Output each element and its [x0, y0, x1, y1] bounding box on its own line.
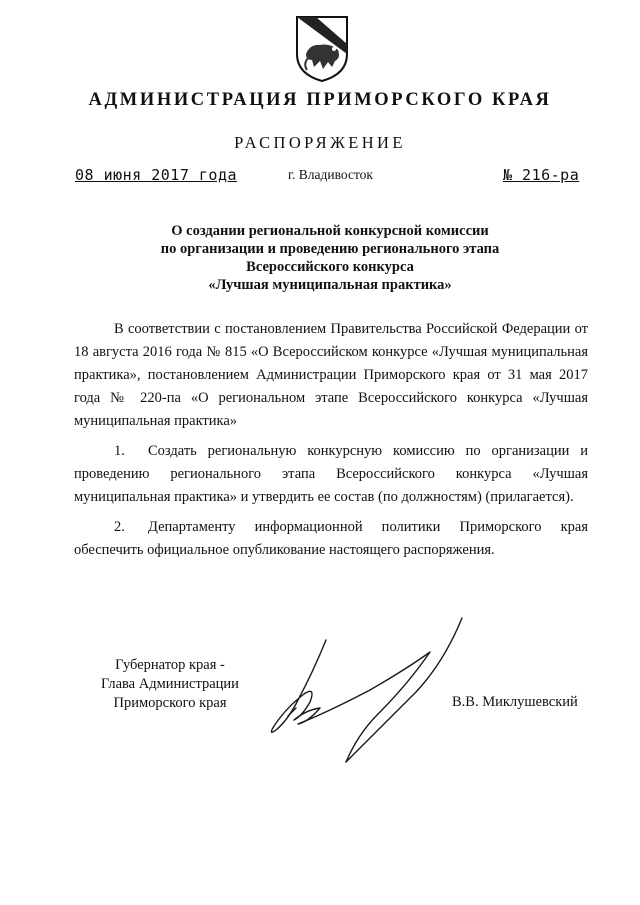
document-date: 08 июня 2017 года — [75, 166, 238, 184]
position-line: Приморского края — [113, 695, 227, 711]
preamble-paragraph: В соответствии с постановлением Правительства Российской Федерации от 18 августа 2016 года № 815 «О Всероссийском конкурсе «Лучшая муниципальная практика», постановлением Администрации Приморского края от 31 мая 2017 года № 220-па «О региональном этапе Всероссийского конкурса «Лучшая муниципальная практика» — [74, 321, 588, 429]
order-item — [74, 516, 588, 562]
order-item — [74, 440, 588, 509]
position-line: Глава Администрации — [101, 676, 239, 692]
document-type: РАСПОРЯЖЕНИЕ — [234, 133, 406, 152]
document-body — [74, 318, 588, 562]
subject-line: «Лучшая муниципальная практика» — [208, 277, 452, 293]
document-number: № 216-ра — [503, 166, 580, 184]
subject-line: О создании региональной конкурсной комиссии — [171, 223, 489, 239]
document-subject — [120, 222, 540, 294]
subject-line: Всероссийского конкурса — [246, 259, 414, 275]
position-line: Губернатор края - — [115, 657, 225, 673]
signatory-position — [60, 656, 280, 713]
order-item-text: Департаменту информационной политики Приморского края обеспечить официальное опубликование настоящего распоряжения. — [74, 519, 588, 558]
order-item-text: Создать региональную конкурсную комиссию по организации и проведению регионального этапа Всероссийского конкурса «Лучшая муниципальная практика» и утвердить ее состав (по должностям) (прилагается). — [74, 443, 588, 505]
organization-title: АДМИНИСТРАЦИЯ ПРИМОРСКОГО КРАЯ — [88, 90, 552, 110]
subject-line: по организации и проведению регионального этапа — [160, 241, 500, 257]
handwritten-signature-icon — [258, 612, 476, 772]
coat-of-arms-icon — [294, 14, 350, 84]
order-item-number: 1. — [114, 443, 125, 459]
order-item-number: 2. — [114, 519, 125, 535]
signatory-name: В.В. Миклушевский — [452, 694, 578, 710]
document-city: г. Владивосток — [288, 167, 373, 182]
